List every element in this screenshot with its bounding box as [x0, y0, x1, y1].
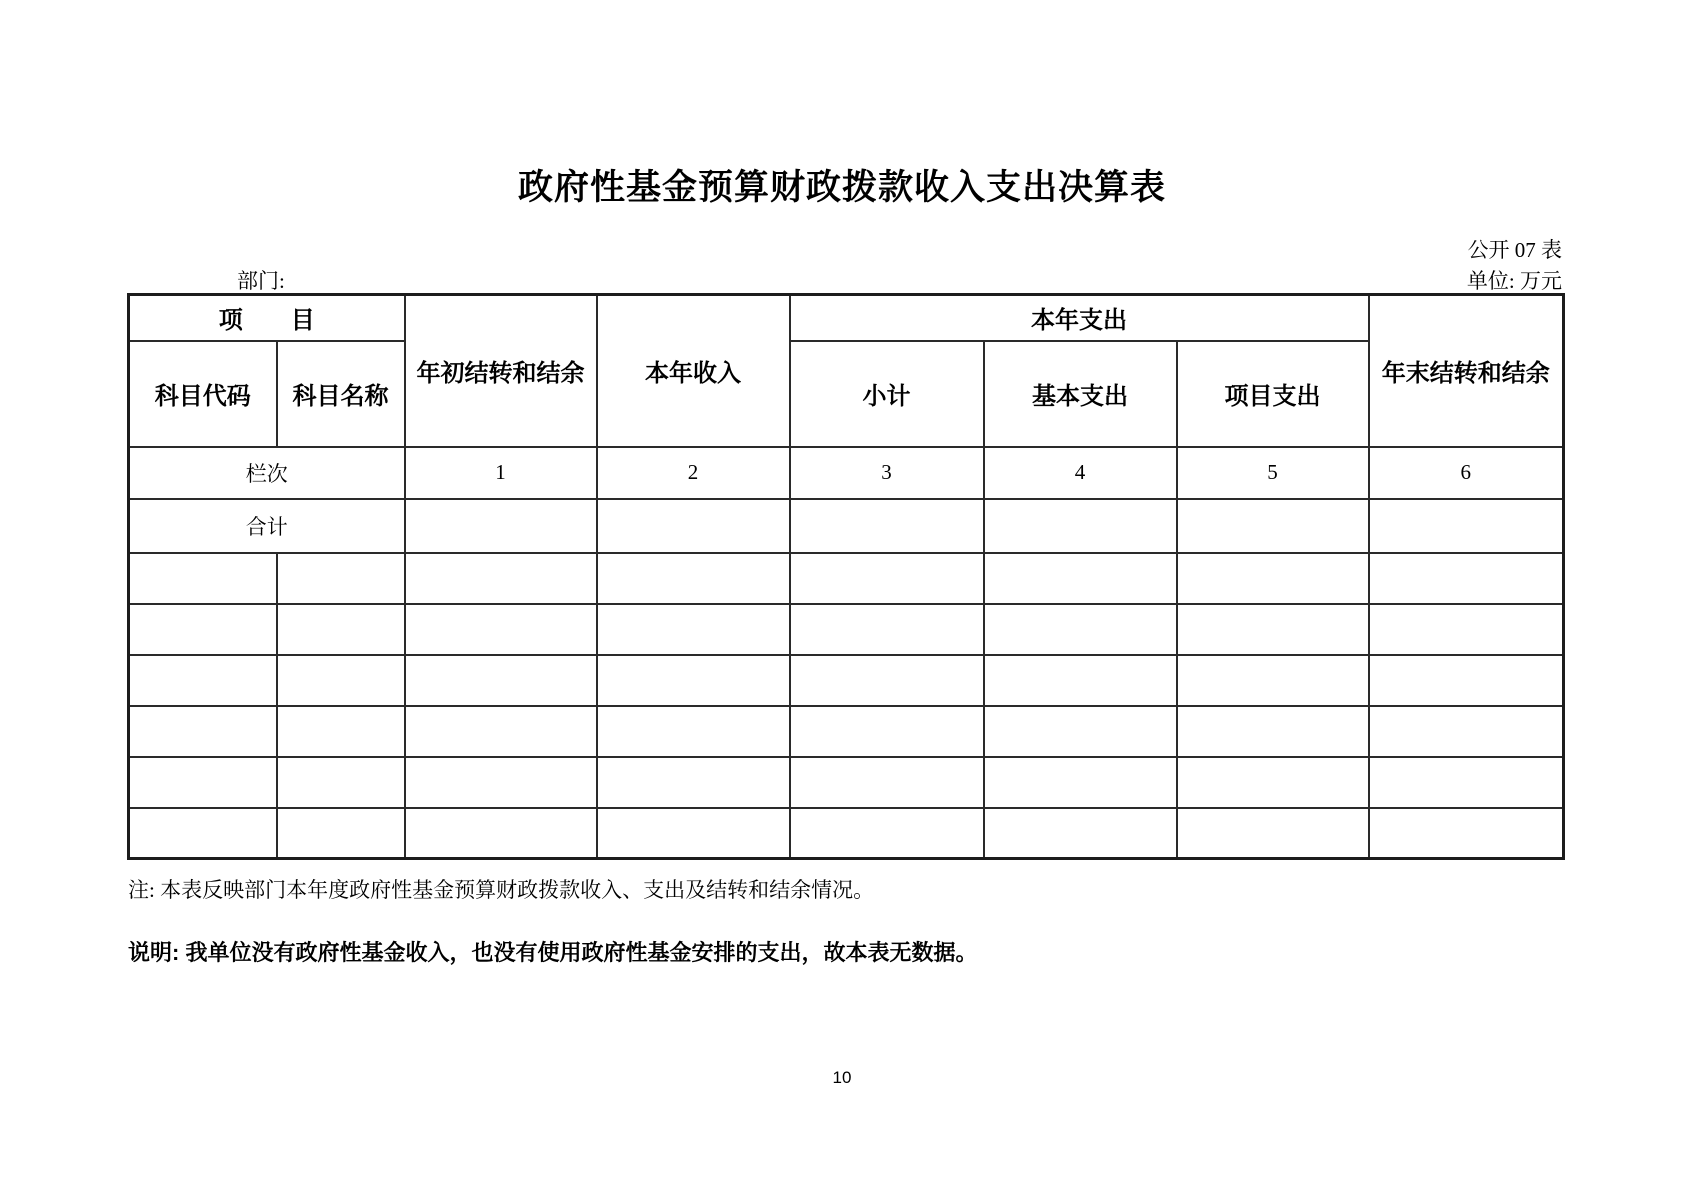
empty-cell — [790, 757, 984, 808]
header-row-top — [129, 295, 1564, 341]
empty-cell — [277, 706, 405, 757]
empty-cell — [277, 655, 405, 706]
header-cell-subject-name: 科目名称 — [277, 341, 405, 447]
header-cell-project-expenditure: 项目支出 — [1177, 341, 1369, 447]
empty-table-row — [129, 757, 1564, 808]
empty-cell — [1369, 604, 1564, 655]
column-index-6: 6 — [1369, 447, 1564, 499]
column-index-2: 2 — [597, 447, 790, 499]
empty-cell — [984, 757, 1177, 808]
header-cell-basic-expenditure: 基本支出 — [984, 341, 1177, 447]
total-row — [129, 499, 1564, 553]
empty-cell — [597, 757, 790, 808]
empty-cell — [790, 553, 984, 604]
header-cell-subtotal: 小计 — [790, 341, 984, 447]
empty-cell — [790, 655, 984, 706]
header-cell-ending-balance: 年末结转和结余 — [1369, 295, 1564, 447]
empty-cell — [1177, 706, 1369, 757]
empty-cell — [597, 655, 790, 706]
column-index-4: 4 — [984, 447, 1177, 499]
empty-cell — [277, 808, 405, 859]
empty-cell — [1177, 808, 1369, 859]
empty-cell — [1177, 655, 1369, 706]
empty-cell — [597, 808, 790, 859]
page-title: 政府性基金预算财政拨款收入支出决算表 — [517, 168, 1166, 207]
empty-table-row — [129, 808, 1564, 859]
budget-table — [127, 293, 1565, 860]
header-cell-subject-code: 科目代码 — [129, 341, 277, 447]
header-cell-project: 项 目 — [129, 295, 405, 341]
empty-cell — [1369, 808, 1564, 859]
empty-cell — [790, 808, 984, 859]
empty-cell — [1177, 553, 1369, 604]
empty-cell — [597, 499, 790, 553]
empty-cell — [984, 499, 1177, 553]
empty-cell — [405, 655, 597, 706]
table-code-label: 公开 07 表 — [1467, 238, 1562, 262]
empty-cell — [1177, 757, 1369, 808]
empty-data-rows — [129, 553, 1564, 859]
empty-table-row — [129, 604, 1564, 655]
empty-cell — [984, 706, 1177, 757]
column-index-label: 栏次 — [129, 447, 405, 499]
empty-cell — [1369, 757, 1564, 808]
empty-cell — [129, 604, 277, 655]
empty-cell — [790, 706, 984, 757]
empty-cell — [1177, 499, 1369, 553]
header-cell-current-income: 本年收入 — [597, 295, 790, 447]
column-index-row — [129, 447, 1564, 499]
empty-cell — [1369, 499, 1564, 553]
empty-cell — [597, 553, 790, 604]
empty-cell — [790, 499, 984, 553]
unit-label: 单位: 万元 — [1466, 269, 1562, 293]
empty-cell — [129, 655, 277, 706]
empty-cell — [1369, 655, 1564, 706]
empty-cell — [277, 604, 405, 655]
empty-cell — [405, 553, 597, 604]
empty-cell — [405, 808, 597, 859]
empty-cell — [405, 706, 597, 757]
empty-cell — [129, 553, 277, 604]
empty-cell — [277, 553, 405, 604]
empty-cell — [129, 706, 277, 757]
empty-cell — [597, 604, 790, 655]
empty-cell — [129, 757, 277, 808]
table-note: 注: 本表反映部门本年度政府性基金预算财政拨款收入、支出及结转和结余情况。 — [128, 878, 875, 902]
header-cell-beginning-balance: 年初结转和结余 — [405, 295, 597, 447]
empty-cell — [984, 604, 1177, 655]
empty-cell — [984, 655, 1177, 706]
empty-cell — [1369, 553, 1564, 604]
empty-cell — [597, 706, 790, 757]
empty-cell — [790, 604, 984, 655]
empty-cell — [984, 808, 1177, 859]
empty-cell — [1177, 604, 1369, 655]
column-index-5: 5 — [1177, 447, 1369, 499]
empty-table-row — [129, 553, 1564, 604]
empty-cell — [277, 757, 405, 808]
header-cell-current-expenditure: 本年支出 — [790, 295, 1369, 341]
department-label: 部门: — [237, 269, 285, 293]
empty-table-row — [129, 706, 1564, 757]
empty-cell — [1369, 706, 1564, 757]
empty-cell — [405, 499, 597, 553]
empty-cell — [405, 757, 597, 808]
column-index-3: 3 — [790, 447, 984, 499]
empty-table-row — [129, 655, 1564, 706]
header-row-bottom — [129, 341, 1564, 447]
empty-cell — [405, 604, 597, 655]
column-index-1: 1 — [405, 447, 597, 499]
page-number: 10 — [832, 1068, 852, 1087]
empty-cell — [129, 808, 277, 859]
statement-note: 说明: 我单位没有政府性基金收入，也没有使用政府性基金安排的支出，故本表无数据。 — [128, 940, 978, 965]
empty-cell — [984, 553, 1177, 604]
total-row-label: 合计 — [129, 499, 405, 553]
